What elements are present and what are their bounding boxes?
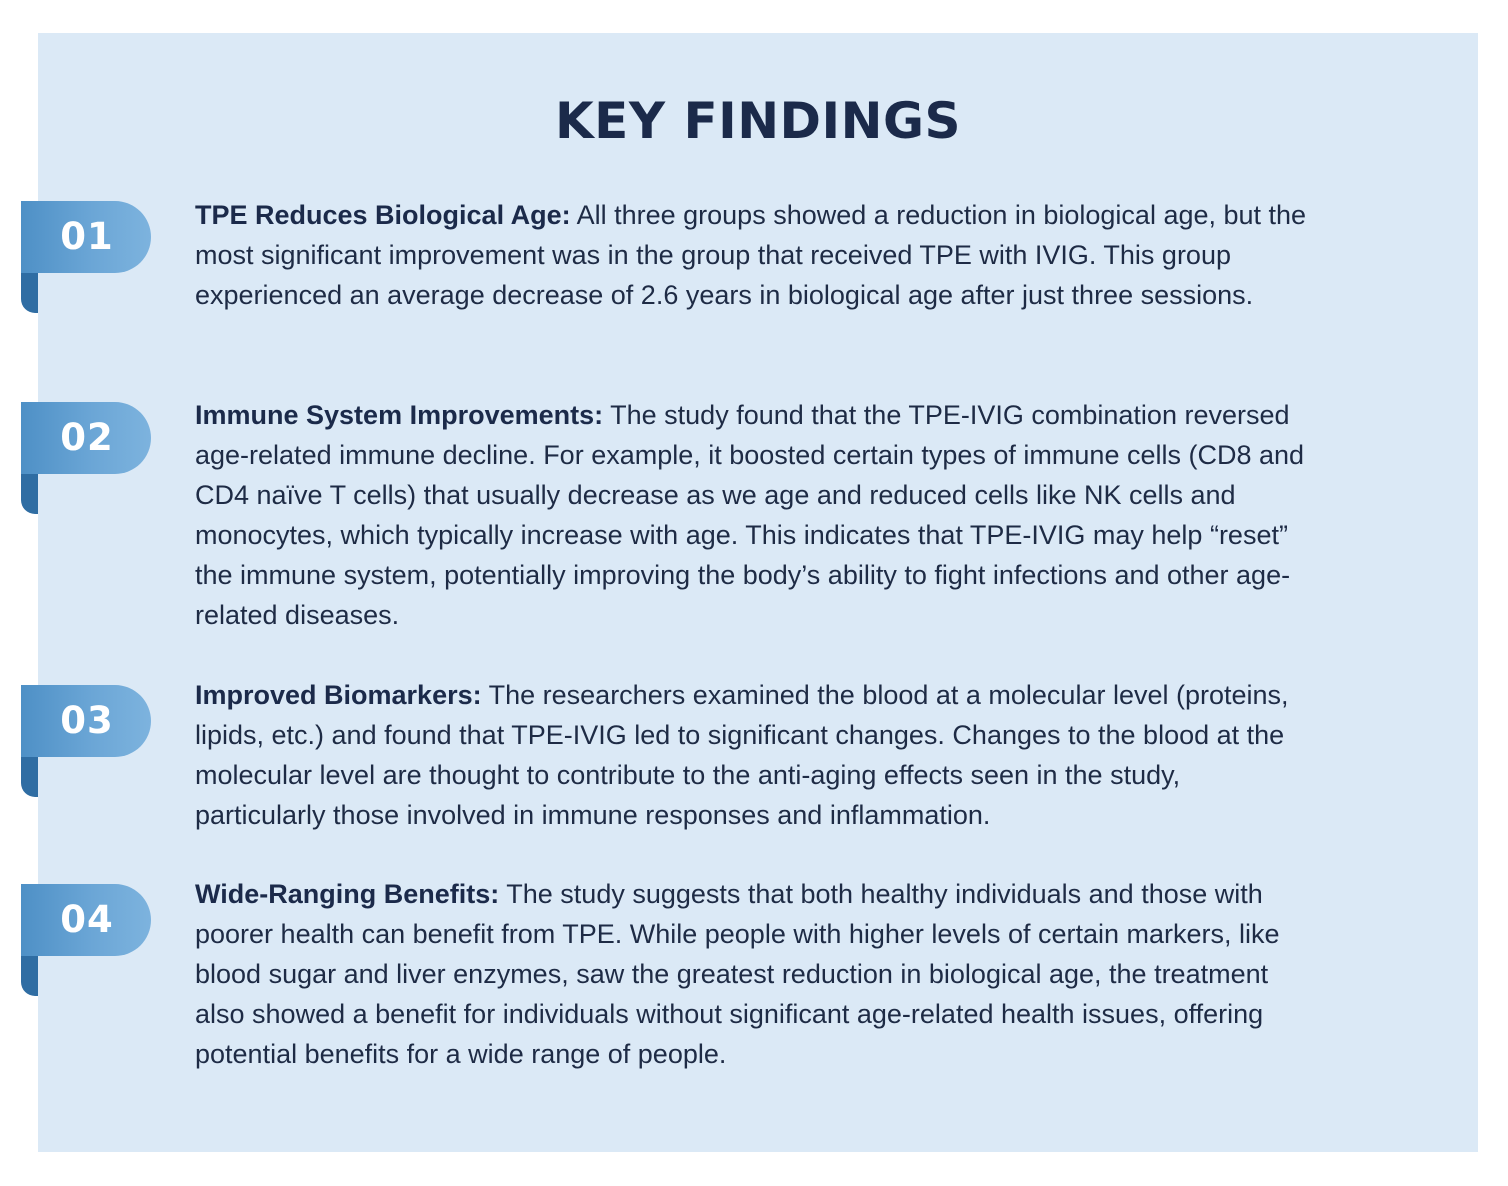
number-badge <box>21 884 151 996</box>
finding-number: 03 <box>60 699 114 742</box>
finding-number: 02 <box>60 416 114 459</box>
finding-heading: TPE Reduces Biological Age: <box>195 200 571 230</box>
finding-body: The study found that the TPE-IVIG combination reversed age-related immune decline. For example, it boosted certain types of immune cells (CD8 and CD4 naïve T cells) that usually decrease as we age and reduced cells like NK cells and monocytes, which typically increase with age. This indicates that TPE-IVIG may help “reset” the immune system, potentially improving the body’s ability to fight infections and other age-related diseases. <box>195 400 1305 630</box>
finding-text <box>195 395 1310 635</box>
finding-heading: Wide-Ranging Benefits: <box>195 879 500 909</box>
number-badge <box>21 402 151 514</box>
finding-text <box>195 675 1310 835</box>
number-badge <box>21 685 151 797</box>
finding-body: All three groups showed a reduction in biological age, but the most significant improvement was in the group that received TPE with IVIG. This group experienced an average decrease of 2.6 years in biological age after just three sessions. <box>195 200 1307 310</box>
finding-number: 04 <box>60 898 114 941</box>
finding-heading: Improved Biomarkers: <box>195 680 482 710</box>
page-title: KEY FINDINGS <box>554 92 962 150</box>
finding-body: The researchers examined the blood at a molecular level (proteins, lipids, etc.) and found that TPE-IVIG led to significant changes. Changes to the blood at the molecular level are thought to contribute to the anti-aging effects seen in the study, particularly those involved in immune responses and inflammation. <box>195 680 1289 830</box>
finding-heading: Immune System Improvements: <box>195 400 604 430</box>
finding-number: 01 <box>60 215 114 258</box>
number-badge <box>21 201 151 313</box>
finding-body: The study suggests that both healthy individuals and those with poorer health can benefit from TPE. While people with higher levels of certain markers, like blood sugar and liver enzymes, saw the greatest reduction in biological age, the treatment also showed a benefit for individuals without significant age-related health issues, offering potential benefits for a wide range of people. <box>195 879 1280 1069</box>
finding-text <box>195 874 1310 1074</box>
finding-text <box>195 195 1310 315</box>
